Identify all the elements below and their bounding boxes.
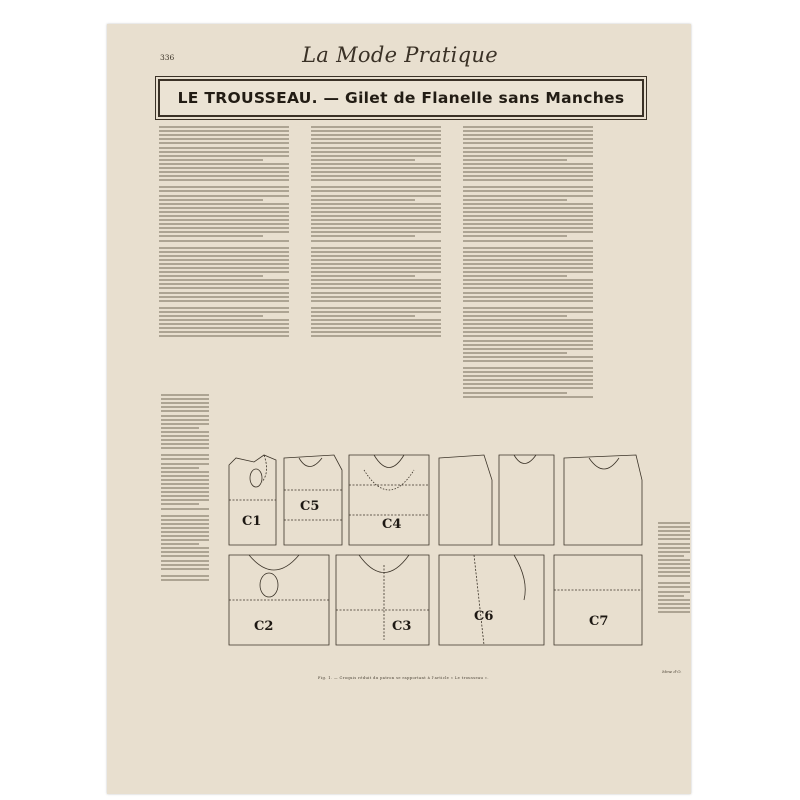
text-line — [311, 186, 441, 188]
text-line — [159, 219, 289, 221]
text-line — [311, 223, 441, 225]
figure-caption: Fig. 1. — Croquis réduit du patron se rapportant à l'article « Le trousseau ». — [318, 676, 489, 680]
text-line — [463, 207, 593, 209]
text-line — [159, 186, 289, 188]
text-line — [463, 251, 593, 253]
text-line — [311, 283, 441, 285]
text-line — [463, 223, 593, 225]
text-line — [658, 595, 684, 597]
piece-label: C4 — [382, 517, 402, 532]
text-line — [159, 240, 289, 242]
text-line — [159, 175, 289, 177]
text-line — [658, 555, 684, 557]
text-line — [658, 586, 690, 588]
pattern-piece-upper-right — [439, 455, 642, 545]
author-signature: Mme d'O. — [662, 669, 682, 674]
text-line — [161, 454, 209, 456]
text-line — [658, 575, 690, 577]
text-line — [159, 292, 289, 294]
text-line — [159, 231, 289, 233]
piece-label: C2 — [254, 619, 274, 634]
text-line — [159, 215, 289, 217]
text-line — [161, 555, 209, 557]
text-line — [658, 599, 690, 601]
text-line — [311, 175, 441, 177]
text-line — [463, 340, 593, 342]
text-line — [161, 479, 209, 481]
text-line — [161, 419, 209, 421]
text-line — [311, 307, 441, 309]
text-line — [463, 344, 593, 346]
text-line — [311, 251, 441, 253]
text-line — [463, 319, 593, 321]
text-line — [159, 130, 289, 132]
text-line — [311, 207, 441, 209]
text-line — [159, 235, 263, 237]
text-line — [463, 186, 593, 188]
text-line — [658, 551, 690, 553]
text-line — [161, 410, 209, 412]
text-line — [311, 126, 441, 128]
article-title-box — [158, 79, 644, 117]
text-line — [311, 315, 415, 317]
text-line — [463, 367, 593, 369]
text-line — [161, 443, 209, 445]
text-line — [161, 463, 209, 465]
piece-label: C6 — [474, 609, 494, 624]
text-line — [463, 219, 593, 221]
text-line — [311, 155, 441, 157]
text-line — [311, 130, 441, 132]
text-line — [311, 211, 441, 213]
text-line — [159, 227, 289, 229]
text-column-1 — [159, 124, 289, 340]
text-line — [658, 522, 690, 524]
text-line — [463, 331, 593, 333]
text-line — [311, 263, 441, 265]
text-line — [463, 159, 567, 161]
text-line — [311, 331, 441, 333]
text-line — [159, 195, 289, 197]
text-line — [463, 211, 593, 213]
text-line — [159, 287, 289, 289]
text-line — [159, 163, 289, 165]
text-line — [159, 155, 289, 157]
text-line — [311, 227, 441, 229]
text-line — [159, 319, 289, 321]
text-line — [159, 307, 289, 309]
text-line — [311, 327, 441, 329]
text-line — [161, 447, 209, 449]
text-line — [311, 163, 441, 165]
text-line — [658, 603, 690, 605]
text-line — [658, 607, 690, 609]
text-line — [311, 215, 441, 217]
text-line — [311, 323, 441, 325]
text-line — [463, 360, 593, 362]
text-line — [159, 147, 289, 149]
text-line — [658, 530, 690, 532]
text-line — [161, 564, 209, 566]
pattern-piece-c2 — [229, 555, 329, 645]
text-line — [161, 523, 209, 525]
text-line — [311, 231, 441, 233]
text-line — [159, 247, 289, 249]
text-line — [463, 247, 593, 249]
text-line — [161, 575, 209, 577]
text-line — [311, 292, 441, 294]
text-line — [311, 195, 441, 197]
text-line — [463, 296, 593, 298]
text-line — [311, 171, 441, 173]
text-line — [463, 126, 593, 128]
text-line — [311, 167, 441, 169]
text-line — [161, 458, 209, 460]
piece-label: C1 — [242, 514, 262, 529]
text-line — [161, 531, 209, 533]
text-line — [311, 259, 441, 261]
text-line — [159, 171, 289, 173]
text-line — [658, 538, 690, 540]
text-line — [161, 431, 209, 433]
text-line — [463, 271, 593, 273]
text-line — [159, 251, 289, 253]
text-line — [463, 231, 593, 233]
text-line — [658, 534, 690, 536]
text-line — [161, 491, 209, 493]
text-line — [159, 223, 289, 225]
text-line — [658, 559, 690, 561]
text-line — [311, 134, 441, 136]
text-line — [311, 159, 415, 161]
text-line — [159, 279, 289, 281]
text-line — [658, 543, 690, 545]
text-line — [159, 207, 289, 209]
page-number: 336 — [160, 53, 175, 62]
text-line — [463, 311, 593, 313]
text-line — [161, 527, 209, 529]
text-line — [311, 199, 415, 201]
text-line — [463, 263, 593, 265]
text-line — [159, 315, 263, 317]
text-line — [463, 327, 593, 329]
text-line — [463, 292, 593, 294]
text-line — [159, 259, 289, 261]
text-line — [463, 275, 567, 277]
text-line — [159, 323, 289, 325]
text-line — [463, 287, 593, 289]
text-line — [311, 319, 441, 321]
text-line — [463, 138, 593, 140]
text-line — [161, 543, 199, 545]
text-line — [161, 508, 209, 510]
text-line — [463, 130, 593, 132]
text-line — [311, 255, 441, 257]
text-line — [311, 271, 441, 273]
text-line — [161, 535, 209, 537]
text-line — [658, 591, 690, 593]
text-line — [161, 560, 209, 562]
text-line — [463, 267, 593, 269]
pattern-piece-c3 — [336, 555, 429, 645]
text-line — [159, 138, 289, 140]
text-line — [463, 163, 593, 165]
text-line — [311, 142, 441, 144]
text-line — [159, 275, 263, 277]
text-line — [463, 142, 593, 144]
text-line — [159, 263, 289, 265]
text-line — [161, 406, 209, 408]
text-line — [161, 394, 209, 396]
text-line — [161, 499, 209, 501]
text-line — [161, 398, 209, 400]
text-line — [463, 199, 567, 201]
text-line — [463, 215, 593, 217]
text-line — [463, 259, 593, 261]
text-line — [159, 134, 289, 136]
text-line — [159, 296, 289, 298]
text-line — [161, 547, 209, 549]
text-line — [463, 300, 593, 302]
text-line — [311, 219, 441, 221]
text-line — [463, 240, 593, 242]
text-line — [311, 240, 441, 242]
text-line — [463, 171, 593, 173]
text-line — [658, 547, 690, 549]
text-line — [311, 147, 441, 149]
text-line — [311, 335, 441, 337]
text-line — [463, 255, 593, 257]
text-line — [159, 179, 289, 181]
text-line — [463, 195, 593, 197]
text-line — [463, 307, 593, 309]
text-line — [311, 235, 415, 237]
text-line — [161, 423, 209, 425]
text-line — [311, 179, 441, 181]
text-column-side — [161, 392, 209, 583]
text-line — [311, 279, 441, 281]
text-line — [463, 356, 593, 358]
text-line — [161, 439, 209, 441]
text-line — [159, 335, 289, 337]
text-line — [463, 227, 593, 229]
text-line — [463, 383, 593, 385]
piece-label: C7 — [589, 614, 609, 629]
text-line — [658, 582, 690, 584]
text-line — [658, 563, 690, 565]
article-title: LE TROUSSEAU. — Gilet de Flanelle sans Manches — [177, 89, 625, 107]
text-line — [311, 138, 441, 140]
pattern-figure — [224, 450, 649, 650]
text-line — [161, 471, 209, 473]
text-line — [161, 568, 209, 570]
text-line — [161, 515, 209, 517]
pattern-piece-c7 — [554, 555, 642, 645]
piece-label: C5 — [300, 499, 320, 514]
text-line — [658, 611, 690, 613]
text-line — [463, 190, 593, 192]
text-line — [311, 190, 441, 192]
text-line — [311, 311, 441, 313]
text-line — [161, 415, 209, 417]
text-line — [161, 519, 209, 521]
text-line — [463, 392, 567, 394]
text-line — [159, 267, 289, 269]
text-line — [463, 371, 593, 373]
text-line — [159, 327, 289, 329]
text-line — [159, 300, 289, 302]
text-line — [463, 167, 593, 169]
text-line — [161, 539, 209, 541]
text-line — [463, 151, 593, 153]
text-column-3 — [463, 124, 593, 400]
text-line — [463, 335, 593, 337]
text-line — [311, 296, 441, 298]
text-line — [159, 255, 289, 257]
text-line — [463, 134, 593, 136]
text-line — [159, 271, 289, 273]
text-line — [463, 203, 593, 205]
pattern-piece-c6 — [439, 555, 544, 645]
text-line — [161, 435, 209, 437]
text-line — [159, 199, 263, 201]
text-line — [161, 427, 199, 429]
text-line — [463, 147, 593, 149]
text-line — [311, 247, 441, 249]
text-line — [463, 175, 593, 177]
text-line — [463, 352, 567, 354]
text-line — [463, 387, 593, 389]
masthead-title: La Mode Pratique — [302, 43, 498, 67]
text-line — [463, 348, 593, 350]
text-line — [159, 190, 289, 192]
text-line — [463, 155, 593, 157]
text-line — [658, 526, 690, 528]
text-line — [159, 159, 263, 161]
text-line — [161, 483, 209, 485]
text-line — [161, 467, 199, 469]
text-line — [463, 283, 593, 285]
text-line — [658, 571, 690, 573]
piece-label: C3 — [392, 619, 412, 634]
text-line — [311, 300, 441, 302]
text-line — [159, 211, 289, 213]
text-line — [311, 267, 441, 269]
text-line — [463, 235, 567, 237]
text-line — [311, 275, 415, 277]
text-line — [463, 279, 593, 281]
text-line — [159, 203, 289, 205]
pattern-piece-c1 — [229, 455, 276, 545]
text-line — [161, 475, 209, 477]
text-line — [159, 126, 289, 128]
text-line — [161, 579, 209, 581]
text-line — [463, 179, 593, 181]
text-line — [159, 142, 289, 144]
text-line — [159, 283, 289, 285]
text-line — [463, 375, 593, 377]
text-line — [161, 487, 209, 489]
text-line — [658, 567, 690, 569]
text-line — [463, 379, 593, 381]
text-column-2 — [311, 124, 441, 340]
text-line — [311, 203, 441, 205]
text-line — [159, 151, 289, 153]
text-line — [161, 402, 209, 404]
text-line — [161, 551, 209, 553]
text-line — [463, 323, 593, 325]
text-line — [311, 151, 441, 153]
text-line — [463, 396, 593, 398]
text-line — [161, 495, 209, 497]
text-column-right — [658, 520, 690, 615]
text-line — [159, 311, 289, 313]
text-line — [161, 503, 199, 505]
text-line — [159, 331, 289, 333]
text-line — [311, 287, 441, 289]
text-line — [463, 315, 567, 317]
text-line — [159, 167, 289, 169]
